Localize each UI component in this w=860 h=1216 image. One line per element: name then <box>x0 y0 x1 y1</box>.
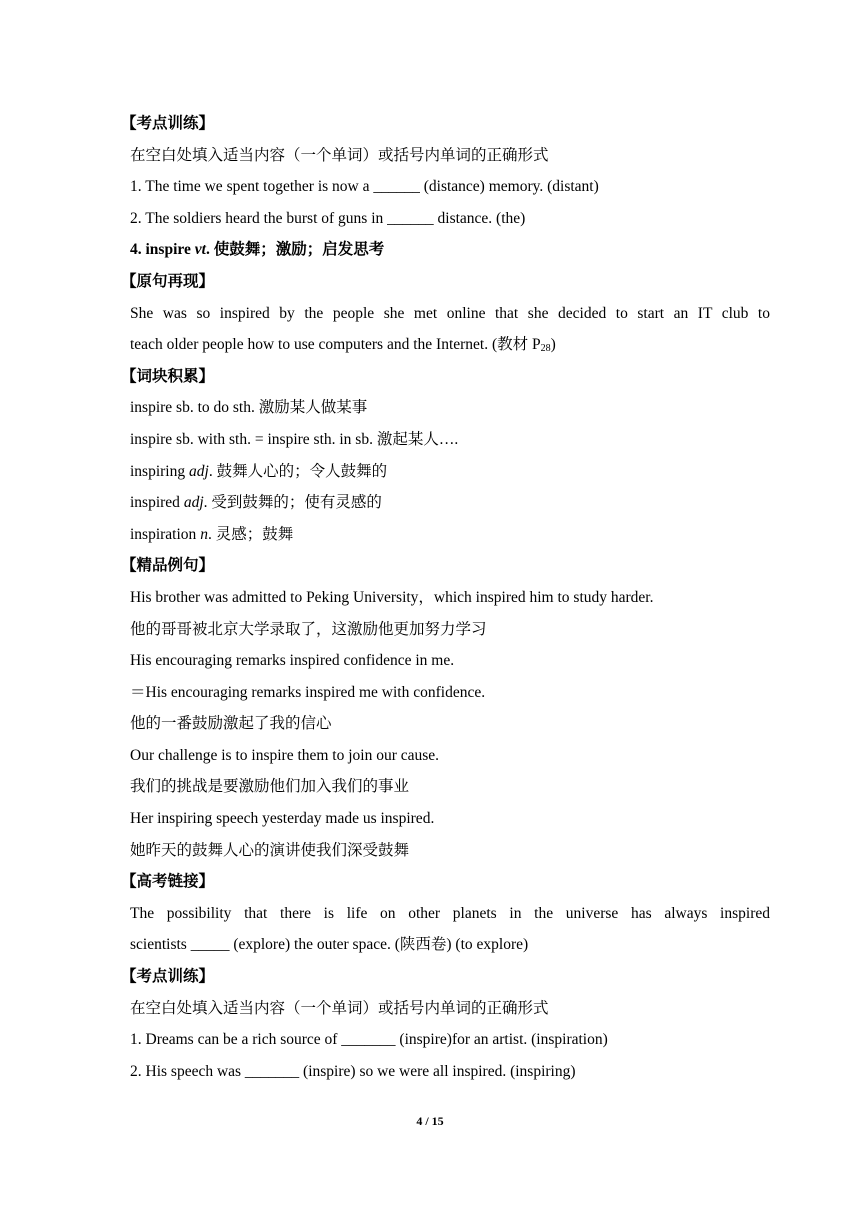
vocab-line <box>130 487 770 519</box>
document-page <box>121 108 770 1087</box>
part-of-speech: vt <box>194 241 206 259</box>
part-of-speech: n <box>200 525 208 543</box>
section-label: 【考点训练】 <box>121 115 215 132</box>
text-run: teach older people how to use computers and the Internet. (教材 P <box>130 336 541 354</box>
text-line: inspire sb. with sth. = inspire sth. in sb. 激起某人…. <box>130 430 459 448</box>
vocab-meaning: . 鼓舞人心的；令人鼓舞的 <box>208 462 388 480</box>
text-line: Her inspiring speech yesterday made us inspired. <box>130 810 435 828</box>
vocab-line <box>130 456 770 488</box>
text-line: 他的哥哥被北京大学录取了，这激励他更加努力学习 <box>130 620 487 638</box>
vocab-meaning: . 灵感；鼓舞 <box>207 525 294 543</box>
text-line: ＝His encouraging remarks inspired me with confidence. <box>130 683 486 701</box>
text-line: His encouraging remarks inspired confidence in me. <box>130 652 455 670</box>
section-label: 【精品例句】 <box>121 557 215 575</box>
text-line: inspire sb. to do sth. 激励某人做某事 <box>130 399 368 417</box>
vocab-meaning: . 受到鼓舞的；使有灵感的 <box>203 494 382 512</box>
section-label: 【原句再现】 <box>121 272 215 290</box>
text-line: 2. His speech was _______ (inspire) so we were all inspired. (inspiring) <box>130 1062 576 1080</box>
text-line: 1. The time we spent together is now a ______ (distance) memory. (distant) <box>130 178 599 196</box>
text-line: 在空白处填入适当内容（一个单词）或括号内单词的正确形式 <box>130 146 549 164</box>
paragraph-line <box>130 329 770 361</box>
part-of-speech: adj <box>183 494 204 512</box>
text-line: 在空白处填入适当内容（一个单词）或括号内单词的正确形式 <box>130 999 549 1017</box>
section-label: 【考点训练】 <box>121 968 215 986</box>
text-line: Our challenge is to inspire them to join our cause. <box>130 746 440 764</box>
page-number: 4 / 15 <box>416 1114 444 1128</box>
text-line: 2. The soldiers heard the burst of guns in ______ distance. (the) <box>130 209 526 227</box>
part-of-speech: adj <box>189 462 209 480</box>
text-line: 他的一番鼓励激起了我的信心 <box>130 715 332 733</box>
vocab-word: inspiring <box>130 462 189 480</box>
paragraph-line: The possibility that there is life on other planets in the universe has always inspired <box>130 904 770 922</box>
word-heading <box>130 234 770 266</box>
vocab-word: inspired <box>130 494 184 512</box>
text-line: 我们的挑战是要激励他们加入我们的事业 <box>130 778 410 796</box>
vocab-word: inspiration <box>130 525 201 543</box>
text-line: scientists _____ (explore) the outer space. (陕西卷) (to explore) <box>130 936 529 954</box>
text-line: 1. Dreams can be a rich source of _______ (inspire)for an artist. (inspiration) <box>130 1031 608 1049</box>
meaning: . 使鼓舞；激励；启发思考 <box>205 241 385 259</box>
section-label: 【高考链接】 <box>121 873 215 891</box>
paragraph-line: She was so inspired by the people she met online that she decided to start an IT club to <box>130 304 770 322</box>
text-run: ) <box>550 336 556 354</box>
page-ref-subscript: 28 <box>540 343 551 355</box>
section-label: 【词块积累】 <box>121 367 215 385</box>
text-line: His brother was admitted to Peking University，which inspired him to study harder. <box>130 588 654 606</box>
vocab-line <box>130 519 770 551</box>
text-line: 她昨天的鼓舞人心的演讲使我们深受鼓舞 <box>130 841 410 859</box>
headword: 4. inspire <box>130 241 195 259</box>
